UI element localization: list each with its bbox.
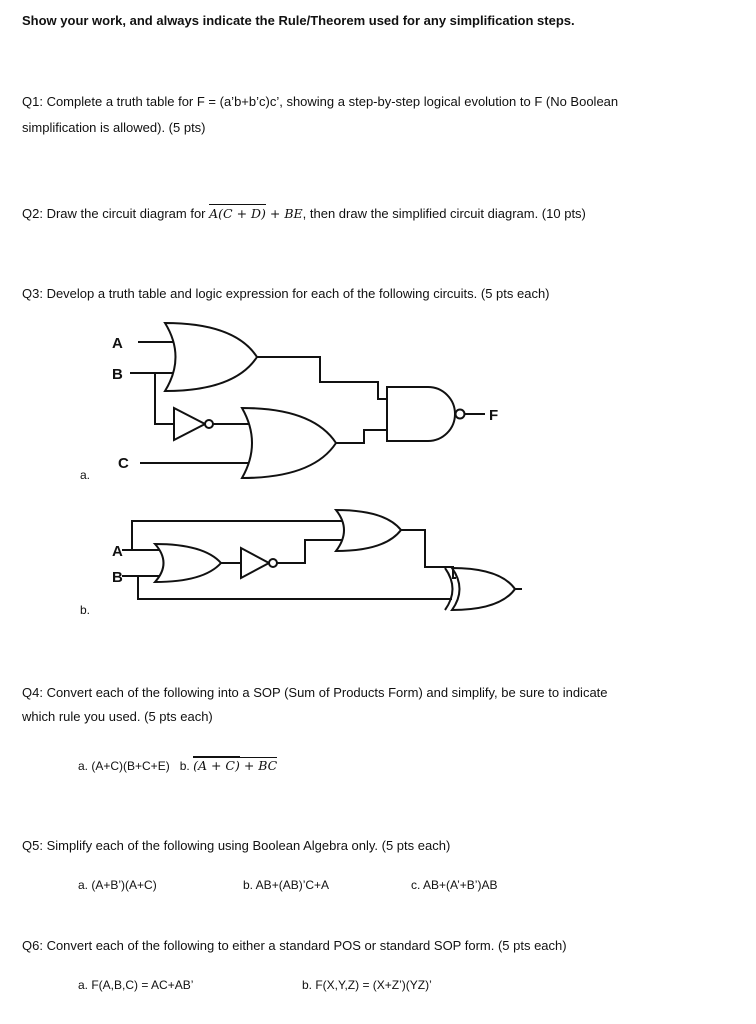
q4-part-b-rest: + BC: [239, 758, 278, 773]
q6-part-a: a. F(A,B,C) = AC+AB’: [78, 978, 194, 992]
not-gate-b: [241, 548, 269, 578]
q4-parts: [78, 757, 277, 775]
q2-suffix: , then draw the simplified circuit diagram. (10 pts): [302, 206, 586, 221]
q4-part-b-label: b.: [179, 759, 190, 773]
q2-expr-inner-overbar: (C + D): [218, 206, 266, 221]
circuit-a-input-c: C: [118, 455, 129, 472]
not-gate-b-bubble: [269, 559, 277, 567]
q1-line2: simplification is allowed). (5 pts): [22, 120, 206, 135]
q5-part-a: a. (A+B’)(A+C): [78, 878, 157, 892]
q3-label-b: b.: [80, 603, 91, 617]
q5-part-b: b. AB+(AB)’C+A: [243, 878, 330, 892]
xor-gate: [452, 568, 515, 610]
q3-label-a: a.: [80, 468, 91, 482]
q2-expr-rest: + BE: [265, 206, 303, 221]
q4-line2: which rule you used. (5 pts each): [22, 709, 213, 724]
instructions-heading: Show your work, and always indicate the Rule/Theorem used for any simplification steps.: [22, 13, 575, 28]
or-gate-b: [155, 544, 221, 582]
circuit-a-output-f: F: [489, 407, 499, 424]
q4-part-b-overbar: [193, 757, 277, 773]
circuit-a-input-b: B: [112, 366, 123, 383]
circuit-b-input-a: A: [112, 543, 123, 560]
circuit-a-input-a: A: [112, 335, 123, 352]
q6-part-b: b. F(X,Y,Z) = (X+Z’)(YZ)’: [302, 978, 432, 992]
q5-prompt: Q5: Simplify each of the following using Boolean Algebra only. (5 pts each): [22, 838, 451, 853]
q1-line1: Q1: Complete a truth table for F = (a’b+b’c)c’, showing a step-by-step logical evolution to F (No Boolean: [22, 94, 619, 109]
q4-part-a: a. (A+C)(B+C+E): [78, 759, 170, 773]
or-gate-b2: [336, 510, 401, 551]
q6-prompt: Q6: Convert each of the following to either a standard POS or standard SOP form. (5 pts each): [22, 938, 567, 953]
q4-line1: Q4: Convert each of the following into a SOP (Sum of Products Form) and simplify, be sure to indicate: [22, 685, 608, 700]
q2-expr-a: A: [209, 206, 219, 221]
circuit-b-input-b: B: [112, 569, 123, 586]
q2-prefix: Q2: Draw the circuit diagram for: [22, 206, 210, 221]
xor-gate-back-curve: [445, 568, 453, 610]
q4-part-b-inner: (A + C): [193, 758, 240, 773]
q3-prompt: Q3: Develop a truth table and logic expression for each of the following circuits. (5 pts each): [22, 286, 550, 301]
q5-part-c: c. AB+(A’+B’)AB: [411, 878, 498, 892]
